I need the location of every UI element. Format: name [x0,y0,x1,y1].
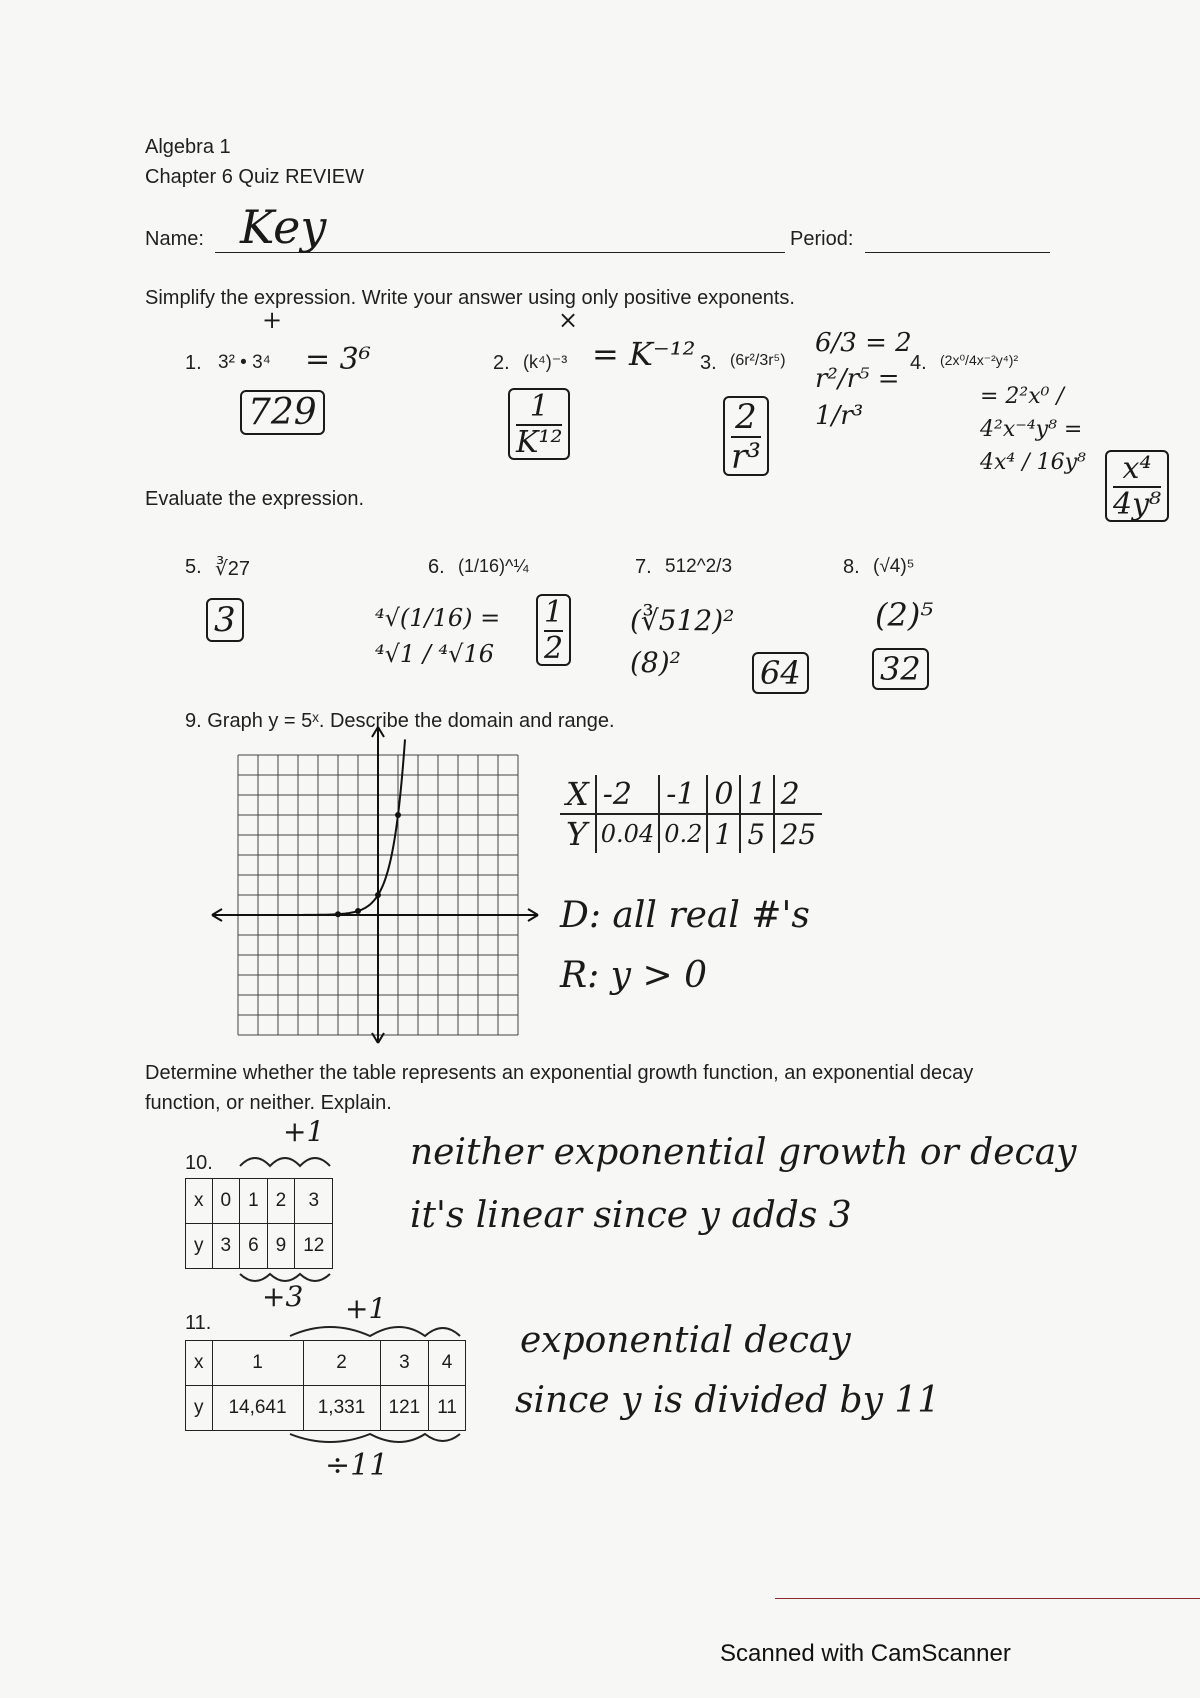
course-label: Algebra 1 [145,136,231,158]
q11-y-val: 121 [380,1386,429,1431]
p3-answer-den: r³ [731,437,761,477]
p2-note: × [558,306,579,334]
q10-y-label: y [186,1224,213,1269]
q10-table [185,1178,333,1269]
q10-note-top: +1 [283,1115,325,1148]
q10-answer-1: neither exponential growth or decay [410,1132,1077,1173]
p9-x-val: -2 [596,775,659,814]
q11-y-val: 11 [429,1386,466,1431]
simplify-instruction: Simplify the expression. Write your answer using only positive exponents. [145,287,795,309]
p6-answer-den: 2 [544,631,564,666]
q11-x-val: 2 [303,1341,380,1386]
p7-expression: 512^2/3 [665,556,733,577]
p2-answer-num: 1 [529,389,549,424]
plotted-point [395,812,401,818]
graph-grid [210,725,540,1045]
p8-answer: 32 [872,648,929,690]
q10-x-val: 3 [295,1179,333,1224]
p1-number: 1. [185,352,202,374]
plotted-point [375,892,381,898]
q10-x-val: 0 [212,1179,240,1224]
name-label: Name: [145,228,204,250]
p2-work: = K⁻¹² [592,335,696,373]
p9-domain: D: all real #'s [560,895,810,936]
p3-number: 3. [700,352,717,374]
q10-y-val: 12 [295,1224,333,1269]
p9-y-val: 0.2 [659,814,707,853]
q10-top-arcs [235,1148,345,1170]
q10-x-label: x [186,1179,213,1224]
p9-x-val: 1 [740,775,773,814]
q11-x-label: x [186,1341,213,1386]
p3-answer [723,396,769,476]
p3-work: 6/3 = 2 r²/r⁵ = 1/r³ [815,328,912,431]
exponential-curve [238,739,405,915]
p8-expression: (√4)⁵ [873,556,915,577]
period-line [865,252,1050,253]
p2-expression: (k⁴)⁻³ [523,352,568,372]
p8-work: (2)⁵ [875,596,934,634]
q11-note-top: +1 [345,1292,387,1325]
p5-number: 5. [185,556,202,578]
quiz-title: Chapter 6 Quiz REVIEW [145,166,364,188]
p8-number: 8. [843,556,860,578]
q10-x-val: 1 [240,1179,268,1224]
q11-x-val: 1 [212,1341,303,1386]
evaluate-instruction: Evaluate the expression. [145,488,365,510]
q11-note-bottom: ÷11 [325,1448,389,1483]
q10-answer-2: it's linear since y adds 3 [410,1195,852,1236]
p9-value-table [560,775,822,853]
p9-x-val: -1 [659,775,707,814]
p2-answer [508,388,570,460]
q10-number: 10. [185,1152,213,1174]
plotted-point [335,911,341,917]
camscanner-watermark: Scanned with CamScanner [720,1640,1011,1667]
p9-y-val: 5 [740,814,773,853]
q11-y-label: y [186,1386,213,1431]
period-label: Period: [790,228,854,250]
p9-y-val: 0.04 [596,814,659,853]
q11-table [185,1340,466,1431]
p1-answer: 729 [240,390,325,435]
p9-prompt: 9. Graph y = 5ˣ. Describe the domain and range. [185,710,615,732]
q11-x-val: 3 [380,1341,429,1386]
p3-answer-num: 2 [735,397,757,437]
q11-answer-1: exponential decay [520,1320,851,1361]
p9-y-label: Y [560,814,596,853]
p4-work: = 2²x⁰ / 4²x⁻⁴y⁸ = 4x⁴ / 16y⁸ [980,384,1086,475]
p5-expression: ∛27 [215,558,250,580]
p9-x-val: 2 [774,775,823,814]
p9-y-val: 25 [780,817,817,851]
p6-answer [536,594,571,666]
q11-y-val: 1,331 [303,1386,380,1431]
q10-y-val: 9 [267,1224,295,1269]
q10-y-val: 6 [240,1224,268,1269]
q11-y-val: 14,641 [212,1386,303,1431]
p9-y-val: 1 [707,814,740,853]
p1-note: + [262,306,283,334]
growth-decay-instruction-1: Determine whether the table represents an exponential growth function, an exponential decay [145,1062,974,1084]
p2-answer-den: K¹² [516,425,563,460]
p6-work: ⁴√(1/16) = ⁴√1 / ⁴√16 [375,604,501,668]
p9-range: R: y > 0 [560,955,707,996]
p4-answer-den: 4y⁸ [1113,487,1162,522]
p1-work: = 3⁶ [305,342,371,377]
p4-number: 4. [910,352,927,374]
p9-x-label: X [560,775,596,814]
p7-work: (∛512)² (8)² [630,604,735,679]
p7-answer: 64 [752,652,809,694]
p6-answer-num: 1 [544,595,564,630]
p4-answer-num: x⁴ [1122,451,1152,486]
q10-y-val: 3 [212,1224,240,1269]
p6-number: 6. [428,556,445,578]
p9-x-val: 0 [707,775,740,814]
p4-expression: (2x⁰/4x⁻²y⁴)² [940,352,1019,368]
page-edge-line [775,1598,1200,1599]
p1-expression: 3² • 3⁴ [218,352,271,373]
name-value: Key [240,200,327,254]
p6-expression: (1/16)^¼ [458,556,529,576]
p3-expression: (6r²/3r⁵) [730,352,786,369]
p7-number: 7. [635,556,652,578]
q11-x-val: 4 [429,1341,466,1386]
q10-x-val: 2 [267,1179,295,1224]
q11-number: 11. [185,1312,212,1334]
q11-top-arcs [285,1318,465,1340]
p5-answer: 3 [206,598,244,642]
p2-number: 2. [493,352,510,374]
q10-note-bottom: +3 [262,1280,304,1313]
growth-decay-instruction-2: function, or neither. Explain. [145,1092,392,1114]
p4-answer [1105,450,1169,522]
plotted-point [355,908,361,914]
q11-answer-2: since y is divided by 11 [515,1380,941,1421]
